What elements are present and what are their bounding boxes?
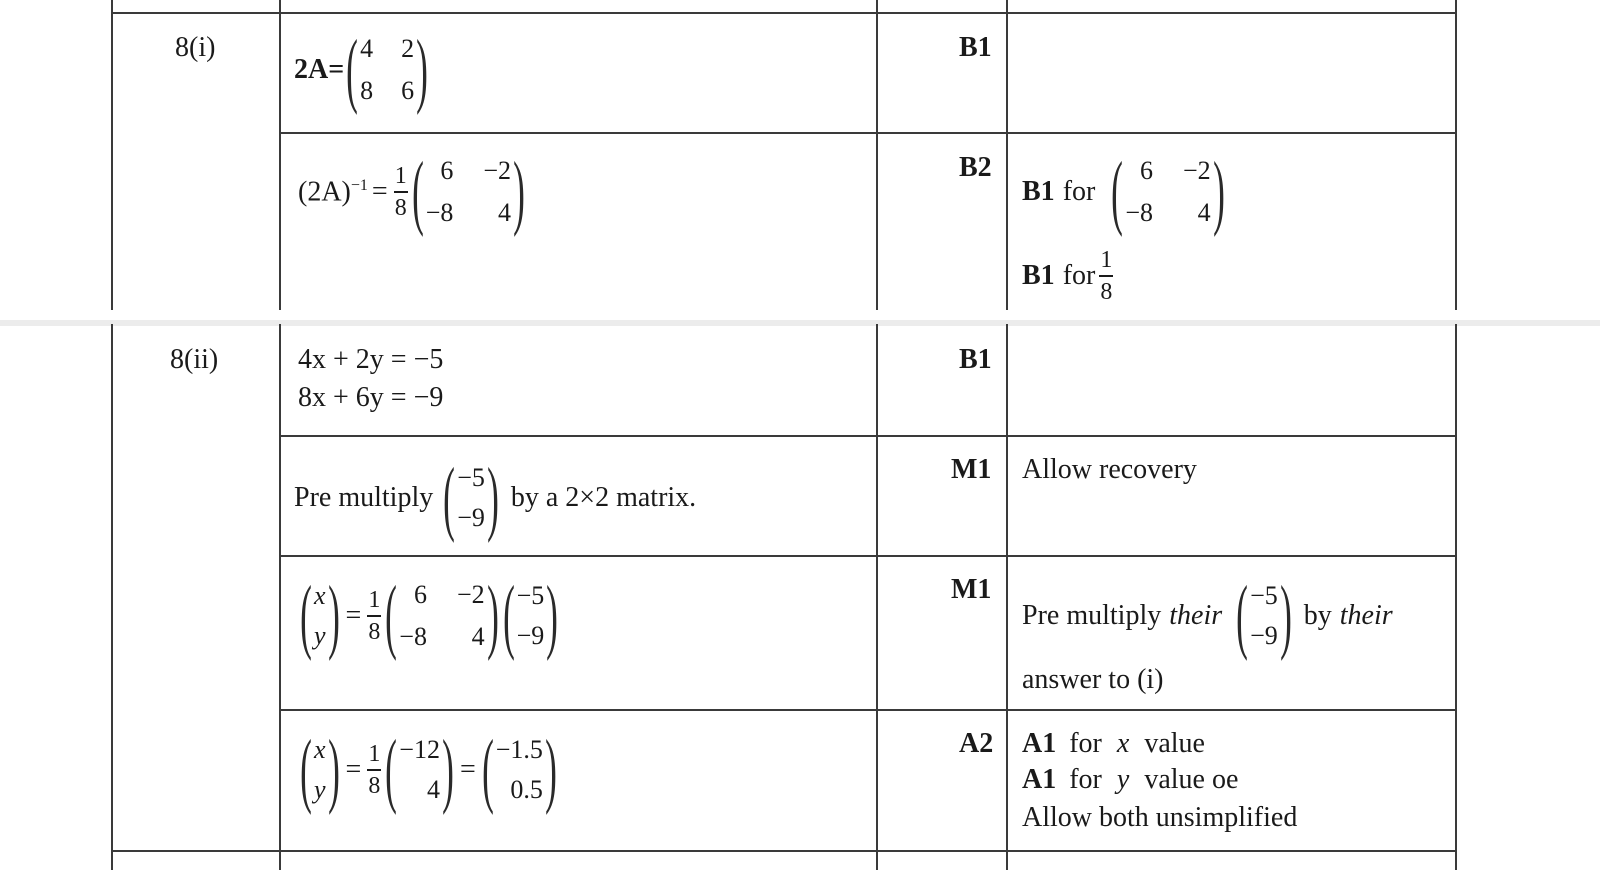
matrix-entry: 4 bbox=[471, 622, 485, 651]
row-divider bbox=[280, 709, 1457, 711]
matrix-entry: −8 bbox=[1125, 198, 1153, 227]
equals: = bbox=[345, 754, 362, 785]
guidance-text: their bbox=[1339, 600, 1393, 631]
left-paren: ( bbox=[385, 569, 398, 662]
matrix-entry: −2 bbox=[1183, 156, 1211, 185]
matrix-entry: −2 bbox=[456, 580, 485, 609]
guidance-text: value oe bbox=[1144, 764, 1239, 795]
guidance-text: Pre multiply bbox=[1022, 600, 1162, 631]
mark: M1 bbox=[951, 574, 992, 605]
vector-entry: −1.5 bbox=[495, 735, 543, 764]
mark: M1 bbox=[951, 454, 992, 485]
column-border bbox=[1455, 324, 1457, 870]
numerator: 1 bbox=[368, 587, 381, 614]
right-paren: ) bbox=[487, 451, 499, 544]
vector-entry: −12 bbox=[399, 735, 440, 764]
step-text: by a 2×2 matrix. bbox=[510, 482, 697, 513]
method-step bbox=[294, 451, 697, 544]
row-divider bbox=[280, 132, 1457, 134]
matrix-entry: 6 bbox=[401, 76, 415, 105]
matrix-entry: −8 bbox=[425, 198, 454, 227]
matrix-entry: 4 bbox=[360, 34, 374, 63]
step-text: Pre multiply bbox=[294, 482, 434, 513]
row-divider bbox=[280, 435, 1457, 437]
variable: x bbox=[1116, 728, 1130, 759]
equation: 8x + 6y = −9 bbox=[298, 382, 444, 413]
left-paren: ( bbox=[1111, 145, 1124, 238]
question-label: 8(i) bbox=[175, 32, 216, 63]
right-paren: ) bbox=[1279, 569, 1292, 662]
matrix bbox=[426, 158, 511, 226]
column-border bbox=[111, 0, 113, 310]
left-paren: ( bbox=[300, 569, 312, 662]
denominator: 8 bbox=[394, 194, 407, 221]
vector bbox=[496, 737, 543, 803]
vector bbox=[314, 737, 326, 803]
fraction bbox=[367, 588, 381, 644]
guidance-text: for bbox=[1062, 259, 1096, 291]
fraction bbox=[367, 742, 381, 798]
matrix bbox=[1125, 158, 1210, 226]
mark: A2 bbox=[959, 728, 994, 759]
equals: = bbox=[371, 176, 388, 207]
inverse-lhs bbox=[298, 178, 368, 206]
vector bbox=[399, 737, 440, 803]
mark-ref: A1 bbox=[1022, 764, 1057, 795]
fraction bbox=[394, 164, 408, 220]
denominator: 8 bbox=[368, 772, 381, 799]
right-paren: ) bbox=[416, 23, 429, 116]
vector bbox=[517, 583, 545, 649]
vector bbox=[1250, 583, 1278, 649]
mark-ref: A1 bbox=[1022, 728, 1057, 759]
guidance-line bbox=[1022, 145, 1227, 238]
table-bottom-border bbox=[112, 850, 1457, 852]
question-label: 8(ii) bbox=[170, 344, 219, 375]
guidance-text: Allow both unsimplified bbox=[1022, 802, 1298, 833]
left-paren: ( bbox=[385, 723, 398, 816]
column-border bbox=[1006, 324, 1008, 870]
left-paren: ( bbox=[300, 723, 312, 816]
matrix bbox=[360, 36, 414, 104]
vector-entry: y bbox=[313, 621, 326, 650]
table-top-border bbox=[112, 12, 1457, 14]
left-paren: ( bbox=[502, 569, 515, 662]
numerator: 1 bbox=[1100, 247, 1113, 273]
vector-entry: 4 bbox=[426, 775, 440, 804]
answer-inverse bbox=[298, 145, 527, 238]
denominator: 8 bbox=[368, 618, 381, 645]
variable: y bbox=[1116, 764, 1130, 795]
vector-entry: −9 bbox=[516, 621, 545, 650]
matrix-entry: 2 bbox=[401, 34, 415, 63]
matrix-entry: 8 bbox=[360, 76, 374, 105]
right-paren: ) bbox=[486, 569, 499, 662]
lhs-text: (2A) bbox=[298, 176, 351, 208]
matrix-entry: 4 bbox=[1197, 198, 1211, 227]
vector bbox=[457, 465, 485, 531]
guidance-line bbox=[1022, 569, 1393, 662]
guidance-text: for bbox=[1069, 764, 1102, 795]
matrix-entry: −2 bbox=[483, 156, 512, 185]
right-paren: ) bbox=[442, 723, 454, 816]
left-paren: ( bbox=[481, 723, 494, 816]
column-border bbox=[279, 324, 281, 870]
guidance-line bbox=[1022, 730, 1205, 758]
guidance-line bbox=[1022, 248, 1115, 304]
matrix-entry: −8 bbox=[399, 622, 427, 651]
vector-entry: −5 bbox=[1250, 581, 1278, 610]
guidance-text: for bbox=[1062, 176, 1096, 207]
guidance-text: Allow recovery bbox=[1022, 454, 1197, 485]
vector bbox=[314, 583, 326, 649]
mark-ref: B1 bbox=[1022, 176, 1055, 207]
left-paren: ( bbox=[346, 23, 359, 116]
denominator: 8 bbox=[1100, 278, 1113, 305]
column-border bbox=[279, 0, 281, 310]
vector-entry: −9 bbox=[1250, 621, 1278, 650]
matrix-entry: 6 bbox=[1140, 156, 1153, 185]
vector-entry: y bbox=[313, 775, 326, 804]
right-paren: ) bbox=[327, 723, 340, 816]
equals: = bbox=[345, 600, 362, 631]
vector-entry: x bbox=[313, 735, 326, 764]
matrix-entry: 6 bbox=[413, 580, 427, 609]
guidance-line bbox=[1022, 766, 1238, 794]
equals: = bbox=[459, 754, 476, 785]
mark: B1 bbox=[959, 32, 992, 63]
row-divider bbox=[280, 555, 1457, 557]
superscript: −1 bbox=[350, 176, 368, 194]
expr-prefix: 2A= bbox=[294, 54, 345, 85]
method-matrix-product bbox=[298, 569, 560, 662]
left-paren: ( bbox=[1236, 569, 1248, 662]
guidance-text: their bbox=[1169, 600, 1223, 631]
vector-entry: −5 bbox=[516, 581, 545, 610]
right-paren: ) bbox=[327, 569, 340, 662]
vector-entry: −5 bbox=[457, 463, 485, 492]
guidance-text: value bbox=[1144, 728, 1205, 759]
vector-entry: −9 bbox=[457, 503, 485, 532]
matrix bbox=[399, 582, 484, 650]
right-paren: ) bbox=[546, 569, 559, 662]
page-break-gap bbox=[0, 320, 1600, 326]
column-border bbox=[876, 324, 878, 870]
guidance-text: answer to (i) bbox=[1022, 664, 1164, 695]
column-border bbox=[1455, 0, 1457, 310]
vector-entry: x bbox=[313, 581, 326, 610]
answer-2a-matrix bbox=[294, 23, 430, 116]
left-paren: ( bbox=[443, 451, 456, 544]
mark: B2 bbox=[959, 152, 992, 183]
right-paren: ) bbox=[513, 145, 525, 238]
column-border bbox=[111, 324, 113, 870]
mark-ref: B1 bbox=[1022, 259, 1055, 291]
column-border bbox=[876, 0, 878, 310]
guidance-text: by bbox=[1303, 600, 1332, 631]
guidance-text: for bbox=[1069, 728, 1102, 759]
mark: B1 bbox=[959, 344, 992, 375]
left-paren: ( bbox=[411, 145, 424, 238]
matrix-entry: 4 bbox=[498, 198, 512, 227]
right-paren: ) bbox=[1212, 145, 1225, 238]
numerator: 1 bbox=[394, 163, 407, 190]
equation: 4x + 2y = −5 bbox=[298, 344, 444, 375]
numerator: 1 bbox=[368, 741, 381, 768]
final-answer bbox=[298, 723, 559, 816]
fraction bbox=[1099, 248, 1113, 304]
column-border bbox=[1006, 0, 1008, 310]
vector-entry: 0.5 bbox=[510, 775, 543, 804]
matrix-entry: 6 bbox=[440, 156, 454, 185]
right-paren: ) bbox=[545, 723, 557, 816]
